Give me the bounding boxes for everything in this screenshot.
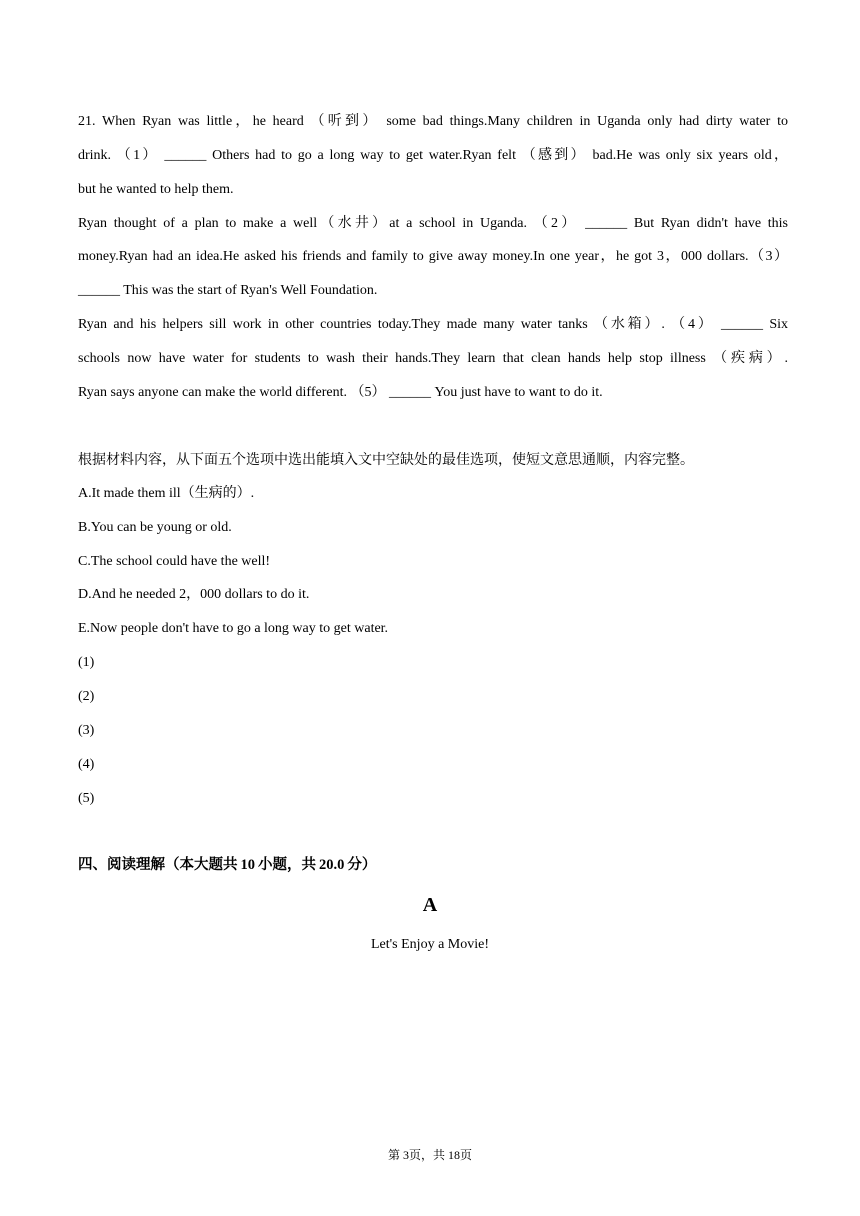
section-heading-prefix: 四、阅读理解（本大题共 <box>78 857 238 873</box>
answer-label-2: (2) <box>78 689 95 704</box>
section-heading-middle: 小题，共 <box>258 857 316 873</box>
answer-label-3: (3) <box>78 723 95 738</box>
option-a: A.It made them ill（生病的）. <box>78 486 255 501</box>
option-b: B.You can be young or old. <box>78 520 232 535</box>
passage-line-1: 21. When Ryan was little，he heard （听到） some bad things.Many children in Uganda only had dirty water to <box>78 114 788 129</box>
passage-line-7: Ryan and his helpers sill work in other countries today.They made many water tanks （水箱）. （4） ______ Six <box>78 317 788 332</box>
option-e: E.Now people don't have to go a long way to get water. <box>78 621 389 636</box>
passage-line-6: ______ This was the start of Ryan's Well Foundation. <box>78 283 378 298</box>
answer-label-4: (4) <box>78 757 95 772</box>
section-title: Let's Enjoy a Movie! <box>371 937 489 952</box>
instructions: 根据材料内容，从下面五个选项中选出能填入文中空缺处的最佳选项，使短文意思通顺，内容完整。 <box>78 453 694 468</box>
option-d: D.And he needed 2，000 dollars to do it. <box>78 587 310 602</box>
section-heading-suffix: 分） <box>347 857 377 873</box>
section-heading-count: 10 <box>240 857 255 873</box>
answer-label-1: (1) <box>78 655 95 670</box>
passage-line-3: but he wanted to help them. <box>78 182 234 197</box>
passage-line-2: drink. （1） ______ Others had to go a long way to get water.Ryan felt （感到） bad.He was only six years old， <box>78 148 788 163</box>
section-heading <box>78 855 376 875</box>
answer-label-5: (5) <box>78 791 95 806</box>
passage-line-9: Ryan says anyone can make the world different. （5） ______ You just have to want to do it. <box>78 385 603 400</box>
section-letter: A <box>422 894 438 916</box>
passage-line-4: Ryan thought of a plan to make a well（水井）at a school in Uganda. （2） ______ But Ryan didn't have this <box>78 216 788 231</box>
section-heading-score: 20.0 <box>319 857 345 873</box>
passage-line-8: schools now have water for students to wash their hands.They learn that clean hands help stop illness （疾病）. <box>78 351 788 366</box>
option-c: C.The school could have the well! <box>78 554 271 569</box>
passage-line-5: money.Ryan had an idea.He asked his friends and family to give away money.In one year，he got 3，000 dollars.（3） <box>78 249 788 264</box>
page-footer: 第 3页，共 18页 <box>387 1148 472 1162</box>
